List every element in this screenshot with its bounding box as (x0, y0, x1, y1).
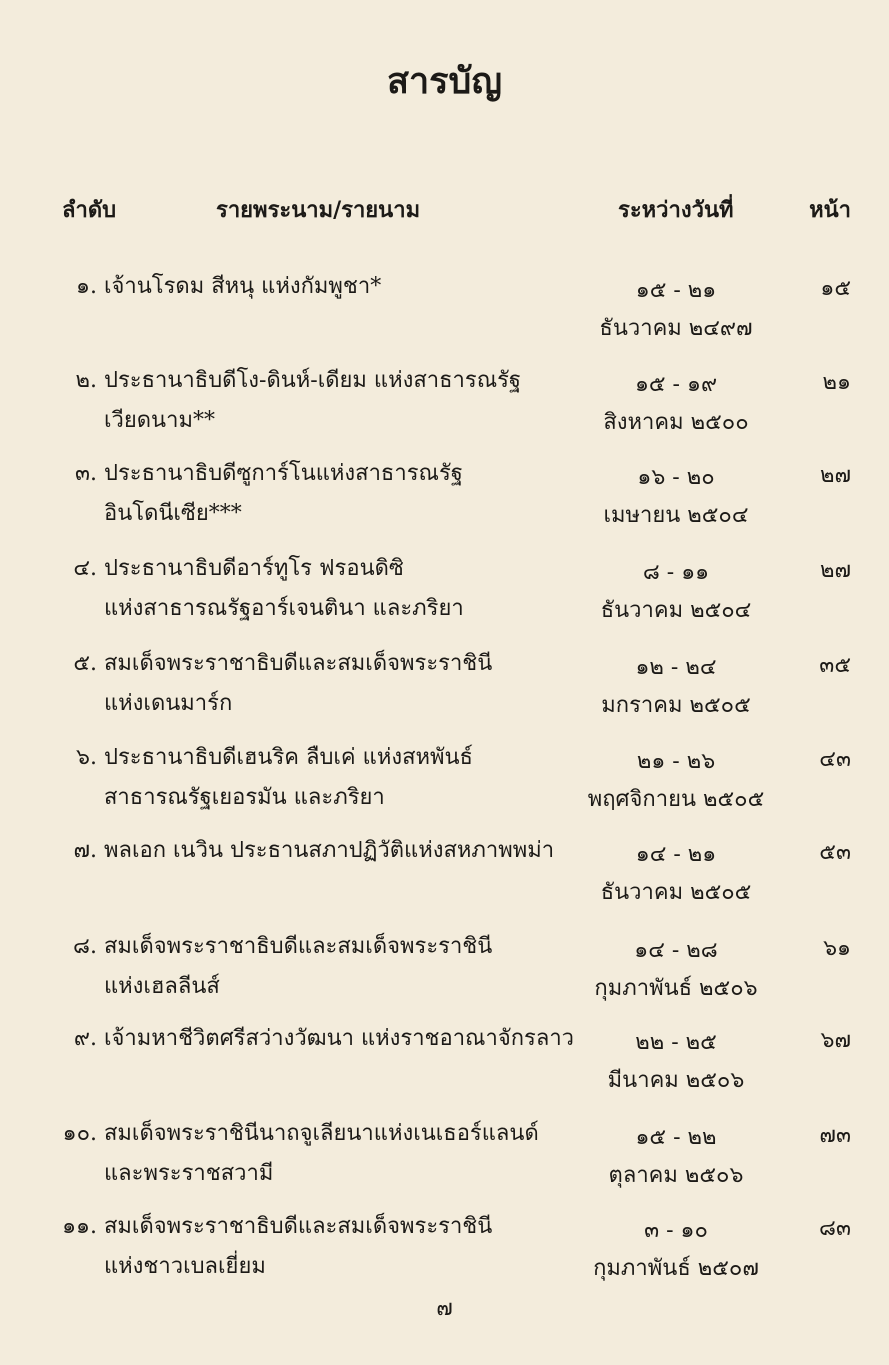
header-page: หน้า (809, 197, 851, 223)
entry-month: กุมภาพันธ์ ๒๕๐๖ (594, 976, 758, 1001)
entry-dates: ๑๕ - ๒๑ (635, 278, 717, 303)
entry-dates: ๒๒ - ๒๕ (635, 1030, 717, 1055)
header-order: ลำดับ (62, 197, 117, 223)
toc-entry (0, 739, 889, 819)
entry-name: พลเอก เนวิน ประธานสภาปฏิวัติแห่งสหภาพพม่า (104, 838, 555, 863)
entry-name: เจ้ามหาชีวิตศรีสว่างวัฒนา แห่งราชอาณาจักรลาว (104, 1026, 575, 1051)
entry-number: ๗. (73, 838, 97, 863)
entry-name: เจ้านโรดม สีหนุ แห่งกัมพูชา* (104, 274, 382, 299)
entry-number: ๕. (73, 651, 97, 676)
entry-number: ๒. (75, 368, 97, 393)
entry-month: ธันวาคม ๒๕๐๕ (600, 880, 752, 905)
page-title: สารบัญ (386, 60, 503, 102)
entry-page: ๒๗ (819, 558, 851, 583)
entry-page: ๕๓ (819, 840, 851, 865)
entry-page: ๖๗ (820, 1028, 851, 1053)
entry-page: ๒๗ (819, 463, 851, 488)
entry-dates: ๑๔ - ๒๑ (635, 842, 717, 867)
entry-number: ๓. (74, 461, 97, 486)
entry-number: ๑. (76, 274, 97, 299)
entry-name-cont: อินโดนีเซีย*** (104, 501, 242, 526)
entry-page: ๓๕ (819, 653, 851, 678)
entry-number: ๙. (73, 1026, 97, 1051)
toc-entry (0, 1208, 889, 1288)
toc-entry (0, 928, 889, 1008)
entry-dates: ๑๕ - ๒๒ (635, 1125, 717, 1150)
toc-entry (0, 1115, 889, 1195)
entry-number: ๔. (73, 556, 97, 581)
header-name: รายพระนาม/รายนาม (216, 197, 421, 223)
entry-name-cont: แห่งชาวเบลเยี่ยม (104, 1254, 266, 1279)
entry-name: สมเด็จพระราชาธิบดีและสมเด็จพระราชินี (104, 651, 493, 676)
entry-number: ๖. (76, 745, 97, 770)
entry-name-cont: แห่งสาธารณรัฐอาร์เจนตินา และภริยา (104, 596, 464, 621)
entry-number: ๘. (73, 934, 97, 959)
entry-month: สิงหาคม ๒๕๐๐ (603, 410, 749, 435)
entry-name-cont: เวียดนาม** (104, 408, 215, 433)
page-number: ๗ (436, 1296, 453, 1321)
entry-month: ธันวาคม ๒๔๙๗ (599, 316, 753, 341)
entry-page: ๑๕ (820, 276, 851, 301)
entry-month: ธันวาคม ๒๕๐๔ (600, 598, 752, 623)
toc-entry (0, 362, 889, 442)
header-dates: ระหว่างวันที่ (618, 197, 734, 223)
entry-dates: ๑๒ - ๒๔ (635, 655, 717, 680)
toc-entry (0, 645, 889, 725)
toc-entry (0, 268, 889, 348)
entry-month: พฤศจิกายน ๒๕๐๕ (587, 787, 765, 812)
entry-name: สมเด็จพระราชาธิบดีและสมเด็จพระราชินี (104, 1214, 493, 1239)
entry-dates: ๑๔ - ๒๘ (634, 938, 718, 963)
entry-name: ประธานาธิบดีเฮนริค ลืบเค่ แห่งสหพันธ์ (104, 745, 473, 770)
entry-dates: ๑๕ - ๑๙ (634, 372, 718, 397)
entry-dates: ๑๖ - ๒๐ (637, 465, 715, 490)
entry-month: กุมภาพันธ์ ๒๕๐๗ (593, 1256, 759, 1281)
entry-month: มกราคม ๒๕๐๕ (601, 693, 751, 718)
entry-name: ประธานาธิบดีซูการ์โนแห่งสาธารณรัฐ (104, 461, 463, 486)
entry-name: ประธานาธิบดีอาร์ทูโร ฟรอนดิซิ (104, 556, 404, 581)
entry-number: ๑๐. (62, 1121, 97, 1146)
entry-page: ๔๓ (819, 747, 851, 772)
toc-entry (0, 455, 889, 535)
entry-month: ตุลาคม ๒๕๐๖ (608, 1163, 744, 1188)
toc-entry (0, 1020, 889, 1100)
entry-name-cont: และพระราชสวามี (104, 1161, 274, 1186)
entry-page: ๒๑ (822, 370, 851, 395)
entry-dates: ๘ - ๑๑ (642, 560, 710, 585)
entry-number: ๑๑. (62, 1214, 97, 1239)
entry-name-cont: แห่งเฮลลีนส์ (104, 974, 220, 999)
entry-page: ๘๓ (818, 1216, 851, 1241)
entry-month: มีนาคม ๒๕๐๖ (607, 1068, 745, 1093)
entry-page: ๖๑ (823, 936, 851, 961)
entry-dates: ๒๑ - ๒๖ (636, 749, 716, 774)
entry-dates: ๓ - ๑๐ (644, 1218, 708, 1243)
entry-name-cont: สาธารณรัฐเยอรมัน และภริยา (104, 785, 385, 810)
toc-entry (0, 832, 889, 912)
entry-name: ประธานาธิบดีโง-ดินห์-เดียม แห่งสาธารณรัฐ (104, 368, 522, 393)
entry-page: ๗๓ (819, 1123, 851, 1148)
toc-entry (0, 550, 889, 630)
entry-name: สมเด็จพระราชาธิบดีและสมเด็จพระราชินี (104, 934, 493, 959)
entry-month: เมษายน ๒๕๐๔ (603, 503, 749, 528)
entry-name: สมเด็จพระราชินีนาถจูเลียนาแห่งเนเธอร์แลนด์ (104, 1121, 539, 1146)
entry-name-cont: แห่งเดนมาร์ก (104, 691, 233, 716)
